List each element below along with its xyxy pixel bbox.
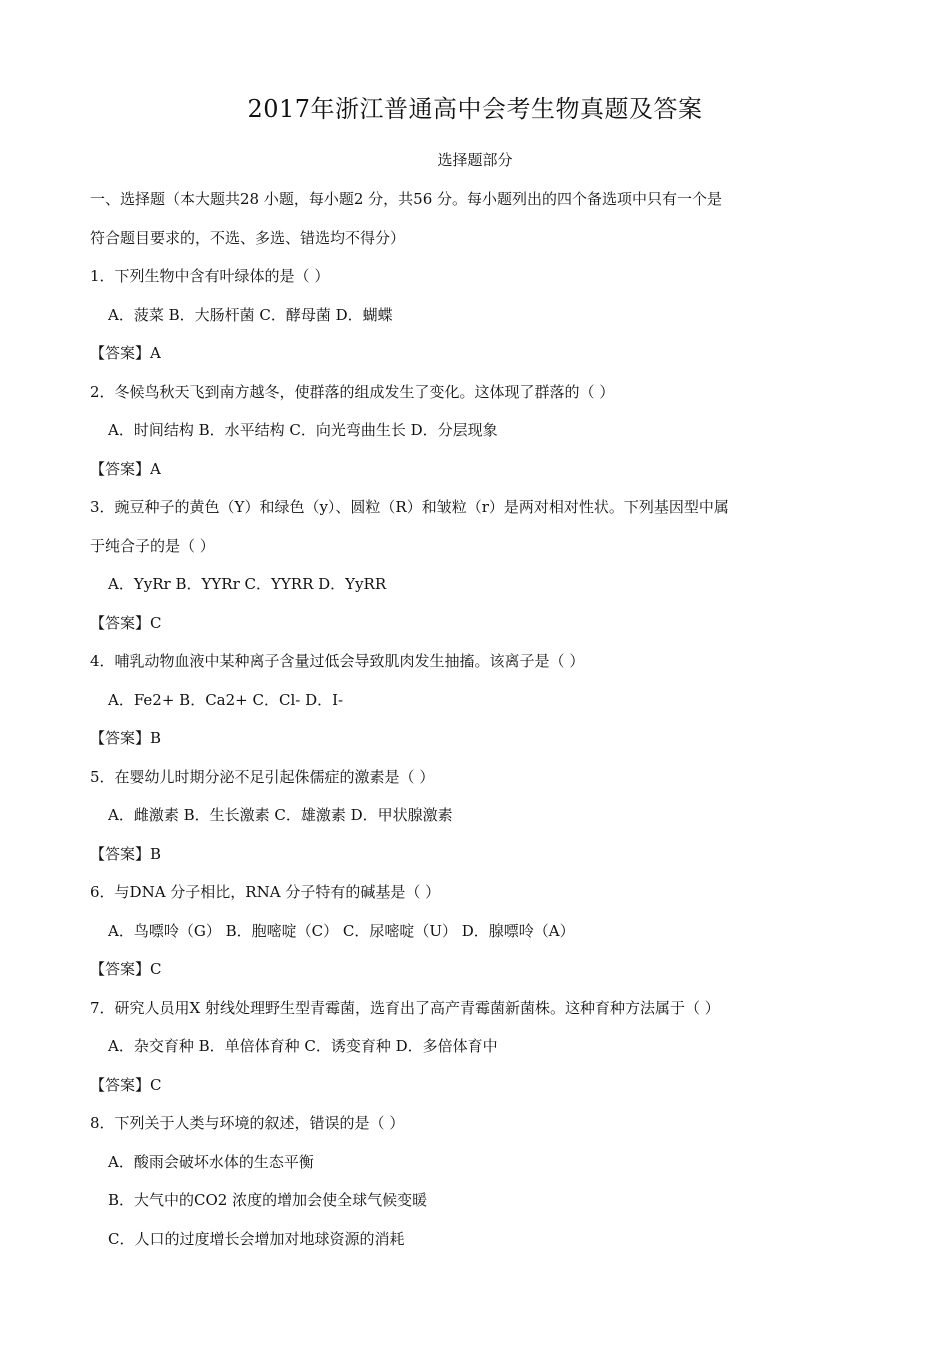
question-3-stem-line-2: 于纯合子的是（ ） bbox=[90, 537, 215, 555]
question-1-options: A．菠菜 B．大肠杆菌 C．酵母菌 D．蝴蝶 bbox=[108, 306, 393, 324]
question-2-answer: 【答案】A bbox=[90, 460, 161, 478]
question-8-option-c: C．人口的过度增长会增加对地球资源的消耗 bbox=[108, 1230, 405, 1248]
question-5-options: A．雌激素 B．生长激素 C．雄激素 D．甲状腺激素 bbox=[108, 806, 453, 824]
question-3-stem-line-1: 3．豌豆种子的黄色（Y）和绿色（y）、圆粒（R）和皱粒（r）是两对相对性状。下列基因型中属 bbox=[90, 498, 729, 516]
question-6-options: A．鸟嘌呤（G） B．胞嘧啶（C） C．尿嘧啶（U） D．腺嘌呤（A） bbox=[108, 922, 575, 940]
question-8-option-a: A．酸雨会破坏水体的生态平衡 bbox=[108, 1153, 314, 1171]
instructions-line-1: 一、选择题（本大题共28 小题，每小题2 分，共56 分。每小题列出的四个备选项中只有一个是 bbox=[90, 190, 723, 208]
question-6-answer: 【答案】C bbox=[90, 960, 162, 978]
question-3-answer: 【答案】C bbox=[90, 614, 162, 632]
question-2-stem: 2．冬候鸟秋天飞到南方越冬，使群落的组成发生了变化。这体现了群落的（ ） bbox=[90, 383, 615, 401]
question-8-stem: 8．下列关于人类与环境的叙述，错误的是（ ） bbox=[90, 1114, 405, 1132]
page-title: 2017年浙江普通高中会考生物真题及答案 bbox=[247, 95, 703, 123]
question-7-answer: 【答案】C bbox=[90, 1076, 162, 1094]
question-4-answer: 【答案】B bbox=[90, 729, 162, 747]
question-7-stem: 7．研究人员用X 射线处理野生型青霉菌，选育出了高产青霉菌新菌株。这种育种方法属于（ ） bbox=[90, 999, 720, 1017]
section-heading: 选择题部分 bbox=[437, 151, 513, 169]
question-4-options: A．Fe2+ B．Ca2+ C．Cl- D．I- bbox=[108, 691, 344, 709]
question-5-answer: 【答案】B bbox=[90, 845, 162, 863]
instructions-line-2: 符合题目要求的，不选、多选、错选均不得分） bbox=[90, 229, 406, 247]
question-1-answer: 【答案】A bbox=[90, 344, 161, 362]
question-1-stem: 1．下列生物中含有叶绿体的是（ ） bbox=[90, 267, 330, 285]
question-5-stem: 5．在婴幼儿时期分泌不足引起侏儒症的激素是（ ） bbox=[90, 768, 435, 786]
question-7-options: A．杂交育种 B．单倍体育种 C．诱变育种 D．多倍体育中 bbox=[108, 1037, 498, 1055]
question-6-stem: 6．与DNA 分子相比，RNA 分子特有的碱基是（ ） bbox=[90, 883, 441, 901]
question-3-options: A．YyRr B．YYRr C．YYRR D．YyRR bbox=[108, 575, 387, 593]
question-2-options: A．时间结构 B．水平结构 C．向光弯曲生长 D．分层现象 bbox=[108, 421, 498, 439]
question-8-option-b: B．大气中的CO2 浓度的增加会使全球气候变暖 bbox=[108, 1191, 428, 1209]
question-4-stem: 4．哺乳动物血液中某种离子含量过低会导致肌肉发生抽搐。该离子是（ ） bbox=[90, 652, 585, 670]
